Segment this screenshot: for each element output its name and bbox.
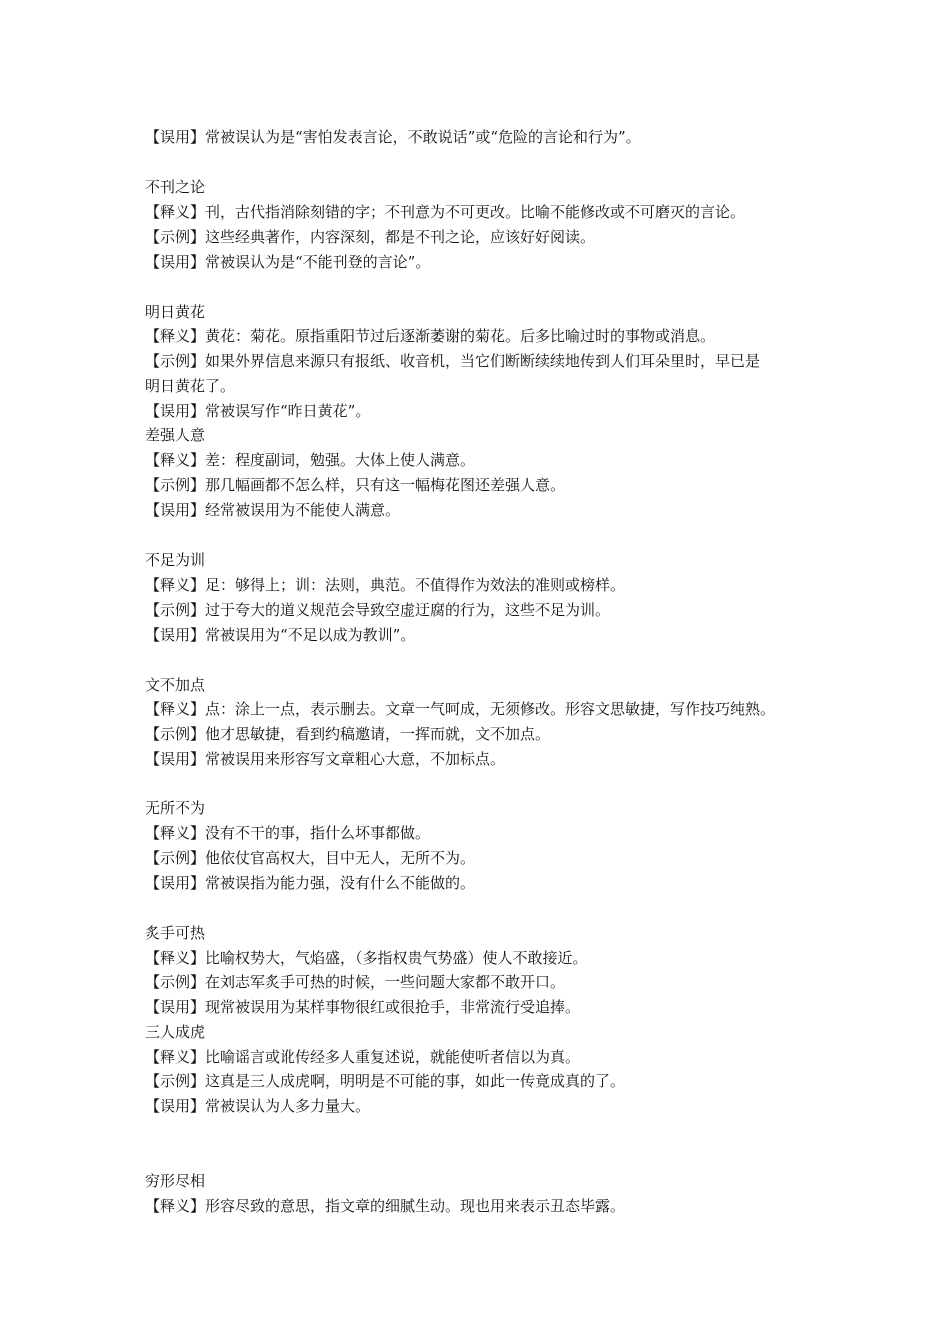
text-line: 【示例】他才思敏捷，看到约稿邀请，一挥而就，文不加点。 (145, 725, 551, 743)
idiom-heading: 不刊之论 (145, 178, 206, 196)
text-line: 【误用】常被误用来形容写文章粗心大意，不加标点。 (145, 750, 506, 768)
idiom-heading: 差强人意 (145, 426, 206, 444)
text-line: 【释义】没有不干的事，指什么坏事都做。 (145, 824, 431, 842)
text-line: 【误用】常被误指为能力强，没有什么不能做的。 (145, 874, 476, 892)
text-line: 【示例】那几幅画都不怎么样，只有这一幅梅花图还差强人意。 (145, 476, 566, 494)
text-line: 【示例】这真是三人成虎啊，明明是不可能的事，如此一传竟成真的了。 (145, 1072, 626, 1090)
idiom-heading: 穷形尽相 (145, 1172, 206, 1190)
text-line: 【释义】黄花：菊花。原指重阳节过后逐渐萎谢的菊花。后多比喻过时的事物或消息。 (145, 327, 716, 345)
idiom-heading: 炙手可热 (145, 924, 206, 942)
text-line: 【误用】常被误认为是“不能刊登的言论”。 (145, 253, 431, 271)
text-line: 【释义】比喻谣言或讹传经多人重复述说，就能使听者信以为真。 (145, 1048, 581, 1066)
text-line: 【释义】比喻权势大，气焰盛，（多指权贵气势盛）使人不敢接近。 (145, 949, 588, 967)
text-line: 【释义】刊，古代指消除刻错的字；不刊意为不可更改。比喻不能修改或不可磨灭的言论。 (145, 203, 746, 221)
text-line: 【误用】常被误用为“不足以成为教训”。 (145, 626, 416, 644)
text-line: 【释义】点：涂上一点，表示删去。文章一气呵成，无须修改。形容文思敏捷，写作技巧纯熟。 (145, 700, 776, 718)
text-line: 【误用】现常被误用为某样事物很红或很抢手，非常流行受追捧。 (145, 998, 581, 1016)
text-line: 【释义】差：程度副词，勉强。大体上使人满意。 (145, 451, 476, 469)
idiom-heading: 无所不为 (145, 799, 206, 817)
text-line: 【释义】形容尽致的意思，指文章的细腻生动。现也用来表示丑态毕露。 (145, 1197, 626, 1215)
text-line: 【释义】足：够得上；训：法则，典范。不值得作为效法的准则或榜样。 (145, 576, 626, 594)
text-line: 【示例】过于夸大的道义规范会导致空虚迂腐的行为，这些不足为训。 (145, 601, 611, 619)
text-line: 【示例】这些经典著作，内容深刻，都是不刊之论，应该好好阅读。 (145, 228, 596, 246)
text-line: 明日黄花了。 (145, 377, 236, 395)
idiom-heading: 三人成虎 (145, 1023, 206, 1041)
idiom-heading: 明日黄花 (145, 303, 206, 321)
text-line: 【误用】经常被误用为不能使人满意。 (145, 501, 401, 519)
text-line: 【误用】常被误认为人多力量大。 (145, 1097, 371, 1115)
idiom-heading: 不足为训 (145, 551, 206, 569)
text-line: 【误用】常被误认为是“害怕发表言论，不敢说话”或“危险的言论和行为”。 (145, 128, 641, 146)
text-line: 【示例】如果外界信息来源只有报纸、收音机，当它们断断续续地传到人们耳朵里时，早已是 (145, 352, 761, 370)
text-line: 【误用】常被误写作“昨日黄花”。 (145, 402, 371, 420)
idiom-heading: 文不加点 (145, 676, 206, 694)
text-line: 【示例】在刘志军炙手可热的时候，一些问题大家都不敢开口。 (145, 973, 566, 991)
text-line: 【示例】他依仗官高权大，目中无人，无所不为。 (145, 849, 476, 867)
